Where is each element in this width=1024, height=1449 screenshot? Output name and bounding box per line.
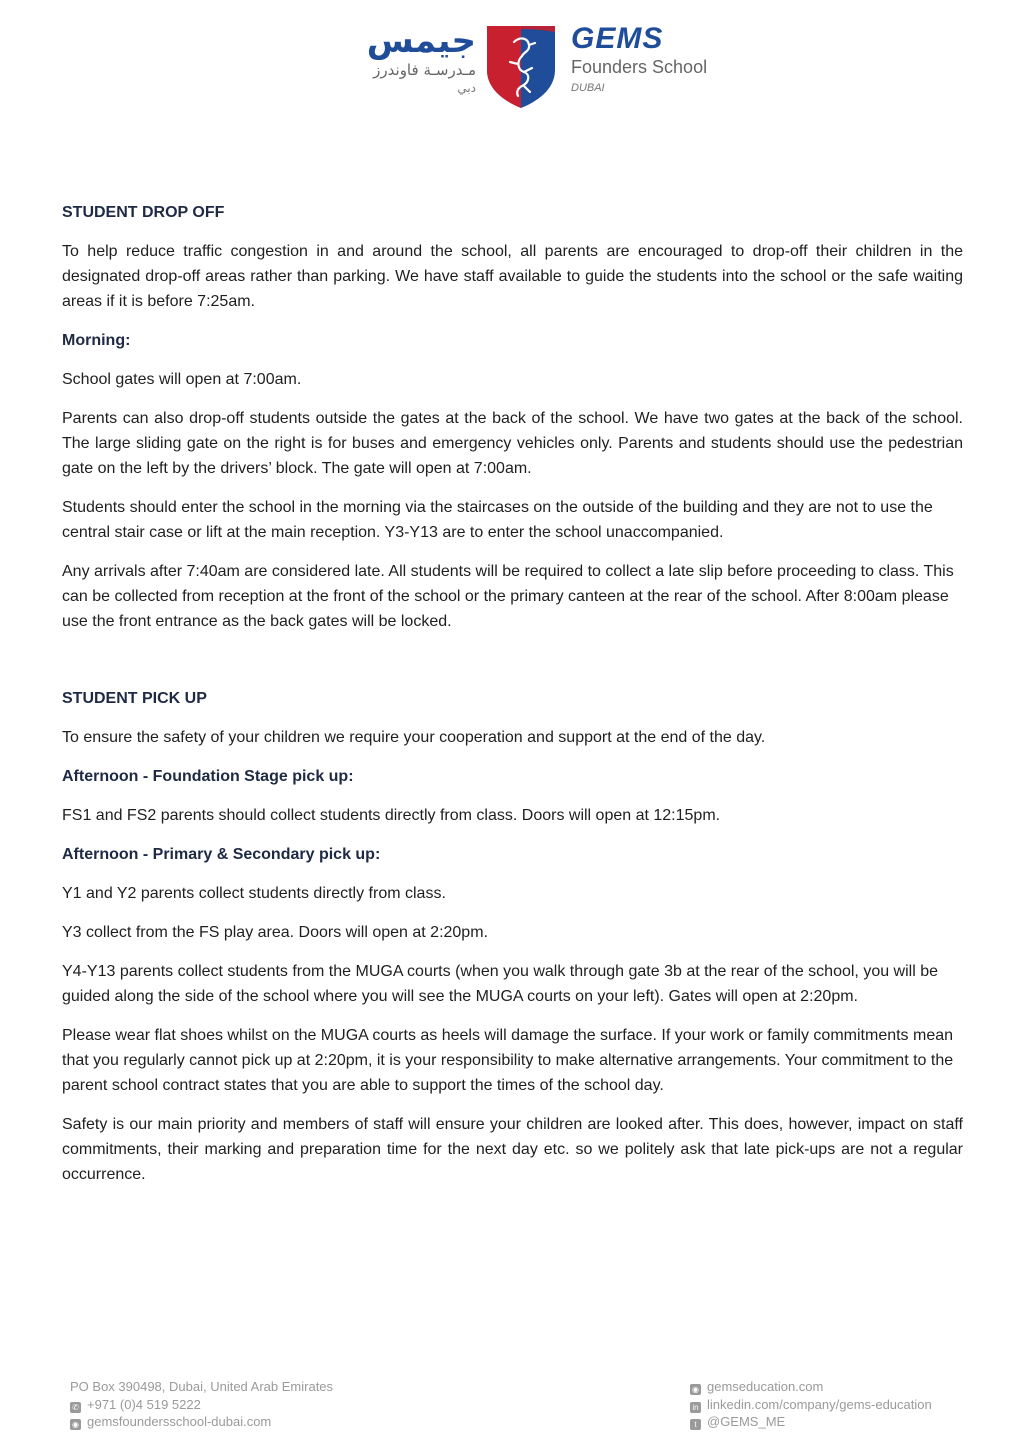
drop-off-heading: STUDENT DROP OFF bbox=[62, 204, 225, 221]
arabic-logo bbox=[338, 22, 476, 112]
staircases-text: Students should enter the school in the morning via the staircases on the outside of the building and they are not to use the central stair case or lift at the main reception. Y3-Y13 are to enter the school unaccompanied. bbox=[62, 499, 933, 541]
morning-heading: Morning: bbox=[62, 332, 131, 349]
brand-name: GEMS bbox=[571, 22, 664, 55]
late-arrivals-text: Any arrivals after 7:40am are considered late. All students will be required to collect a late slip before proceeding to class. This can be collected from reception at the front of the school or the primary canteen at the rear of the school. After 8:00am please use the front entrance as the back gates will be locked. bbox=[62, 563, 954, 630]
drop-off-intro: To help reduce traffic congestion in and around the school, all parents are encouraged to drop-off their children in the designated drop-off areas rather than parking. We have staff available to guide the students into the school or the safe waiting areas if it is before 7:25am. bbox=[62, 243, 963, 310]
back-gates-text: Parents can also drop-off students outside the gates at the back of the school. We have two gates at the back of the school. The large sliding gate on the right is for buses and emergency vehicles only. Parents and students should use the pedestrian gate on the left by the drivers’ block. The gate will open at 7:00am. bbox=[62, 410, 963, 477]
pick-up-intro: To ensure the safety of your children we require your cooperation and support at the end of the day. bbox=[62, 729, 766, 746]
arabic-brand-name: جيمس bbox=[366, 21, 476, 61]
footer-links bbox=[690, 1378, 932, 1431]
flat-shoes-text: Please wear flat shoes whilst on the MUGA courts as heels will damage the surface. If your work or family commitments mean that you regularly cannot pick up at 2:20pm, it is your responsibility to make alternative arrangements. Your commitment to the parent school contract states that you are able to support the times of the school day. bbox=[62, 1027, 954, 1094]
letterhead bbox=[0, 18, 1024, 118]
footer-twitter-row bbox=[690, 1413, 932, 1431]
y4-y13-text: Y4-Y13 parents collect students from the MUGA courts (when you walk through gate 3b at the rear of the school, you will be guided along the side of the school where you will see the MUGA courts on your left). Gates will open at 2:20pm. bbox=[62, 963, 939, 1005]
web-icon: ◉ bbox=[690, 1384, 701, 1395]
pick-up-heading: STUDENT PICK UP bbox=[62, 690, 207, 707]
y3-text: Y3 collect from the FS play area. Doors will open at 2:20pm. bbox=[62, 924, 488, 941]
y1-y2-text: Y1 and Y2 parents collect students directly from class. bbox=[62, 885, 446, 902]
letter-footer bbox=[0, 1378, 1024, 1438]
footer-phone: +971 (0)4 519 5222 bbox=[87, 1396, 201, 1412]
linkedin-icon: in bbox=[690, 1402, 701, 1413]
school-city: DUBAI bbox=[571, 82, 605, 94]
phone-icon: ✆ bbox=[70, 1402, 81, 1413]
footer-linkedin[interactable]: linkedin.com/company/gems-education bbox=[707, 1396, 932, 1412]
footer-phone-row bbox=[70, 1396, 333, 1414]
arabic-school-name: مـدرسـة فاوندرز bbox=[373, 61, 476, 79]
footer-school-site-row bbox=[70, 1413, 333, 1431]
footer-school-site[interactable]: gemsfoundersschool-dubai.com bbox=[87, 1414, 272, 1429]
foundation-stage-text: FS1 and FS2 parents should collect students directly from class. Doors will open at 12:15pm. bbox=[62, 807, 721, 824]
web-icon: ◉ bbox=[70, 1419, 81, 1430]
twitter-icon: t bbox=[690, 1419, 701, 1430]
gates-open-text: School gates will open at 7:00am. bbox=[62, 371, 302, 388]
footer-contact bbox=[70, 1378, 333, 1431]
foundation-stage-heading: Afternoon - Foundation Stage pick up: bbox=[62, 768, 354, 785]
letter-body bbox=[62, 200, 963, 1187]
footer-site-row bbox=[690, 1378, 932, 1396]
arabic-city: دبي bbox=[457, 81, 476, 95]
footer-twitter[interactable]: @GEMS_ME bbox=[707, 1414, 786, 1429]
english-logo bbox=[571, 24, 707, 96]
school-name: Founders School bbox=[571, 57, 708, 77]
footer-linkedin-row bbox=[690, 1396, 932, 1414]
footer-address: PO Box 390498, Dubai, United Arab Emirates bbox=[70, 1379, 334, 1394]
primary-secondary-heading: Afternoon - Primary & Secondary pick up: bbox=[62, 846, 381, 863]
footer-site[interactable]: gemseducation.com bbox=[707, 1379, 824, 1394]
school-crest-icon bbox=[484, 22, 558, 110]
safety-text: Safety is our main priority and members of staff will ensure your children are looked after. This does, however, impact on staff commitments, their marking and preparation time for the next day etc. so we politely ask that late pick-ups are not a regular occurrence. bbox=[62, 1116, 963, 1183]
